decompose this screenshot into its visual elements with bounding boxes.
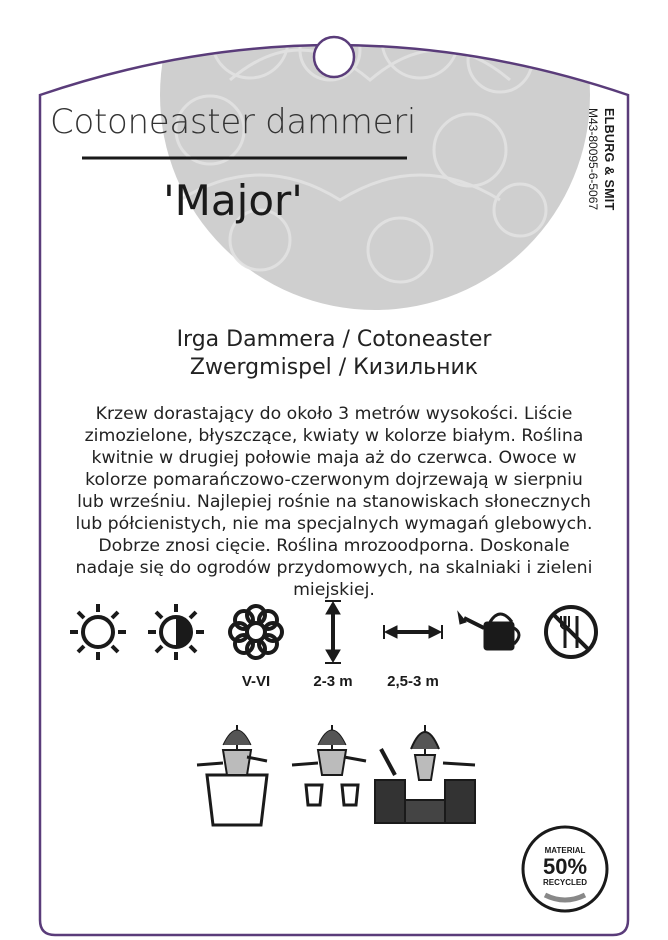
- badge-bottom: RECYCLED: [542, 878, 587, 887]
- recycling-badge-text: [523, 846, 607, 888]
- description-line: kolorze pomarańczowo-czerwonym dojrzewają w sierpniu: [85, 470, 583, 490]
- producer-block: [586, 108, 616, 258]
- description-line: zimozielone, błyszczące, kwiaty w kolorze białym. Roślina: [84, 426, 584, 446]
- hang-hole: [314, 37, 354, 77]
- not-edible-icon: [546, 607, 596, 657]
- width-value: 2,5-3 m: [387, 673, 439, 690]
- common-name-line: Irga Dammera / Cotoneaster: [176, 327, 492, 352]
- producer-brand: ELBURG & SMIT: [602, 108, 616, 211]
- sun-icon: [70, 604, 126, 660]
- badge-percent: 50%: [542, 854, 588, 879]
- planting-step-water-icon: [292, 725, 366, 805]
- producer-code: M43-80095-6-5067: [586, 108, 600, 211]
- flower-icon: [230, 606, 282, 658]
- height-arrow-icon: [325, 601, 341, 663]
- description: [62, 403, 606, 601]
- description-line: Dobrze znosi cięcie. Roślina mrozoodporna. Doskonale: [98, 536, 570, 556]
- description-line: nadaje się do ogrodów przydomowych, na skalniaki i zieleni: [75, 558, 593, 578]
- planting-step-pot-icon: [197, 725, 267, 825]
- description-line: lub wrześniu. Najlepiej rośnie na stanowiskach słonecznych: [77, 492, 591, 512]
- height-value: 2-3 m: [313, 673, 353, 690]
- common-name-line: Zwergmispel / Кизильник: [189, 355, 479, 380]
- description-line: miejskiej.: [293, 580, 375, 600]
- common-names: [80, 326, 588, 382]
- latin-name: Cotoneaster dammeri: [50, 102, 417, 142]
- description-line: Krzew dorastający do około 3 metrów wysokości. Liście: [95, 404, 573, 424]
- description-line: lub półcienistych, nie ma specjalnych wymagań glebowych.: [75, 514, 593, 534]
- planting-step-soil-icon: [375, 725, 475, 823]
- flowering-months: V-VI: [241, 673, 271, 690]
- watering-can-icon: [458, 612, 519, 650]
- width-arrow-icon: [384, 625, 442, 639]
- half-shade-icon: [148, 604, 204, 660]
- badge-top: MATERIAL: [544, 846, 586, 855]
- cultivar-name: 'Major': [163, 176, 303, 225]
- description-line: kwitnie w drugiej połowie maja aż do czerwca. Owoce w: [91, 448, 577, 468]
